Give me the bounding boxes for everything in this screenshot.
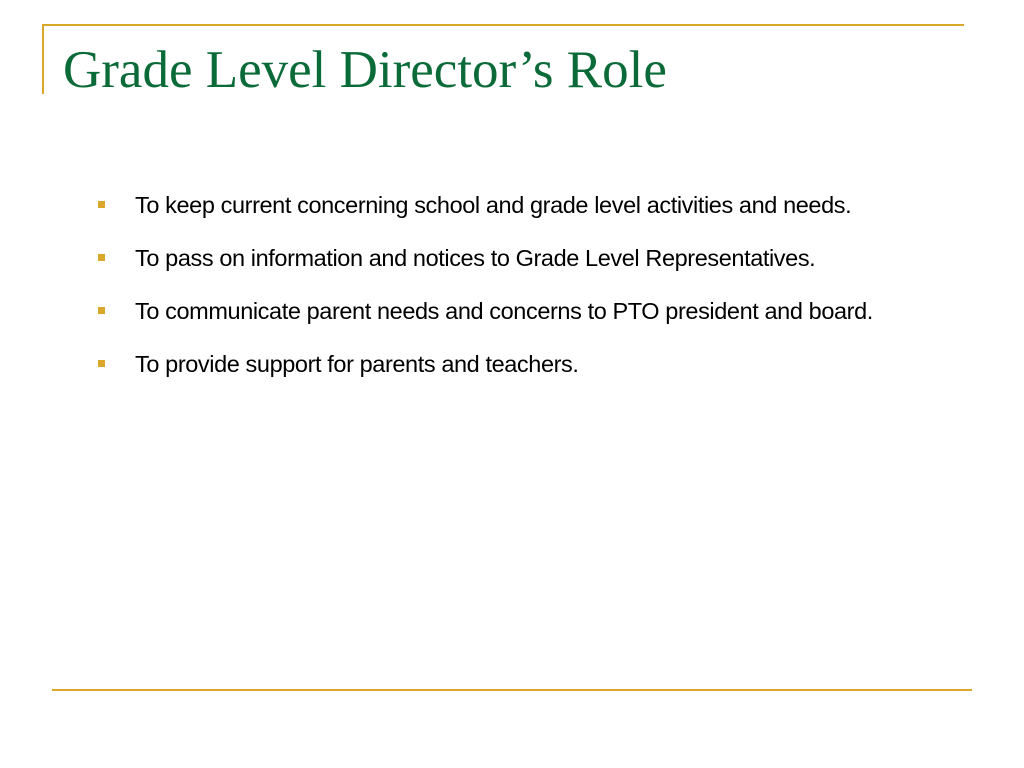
left-border-line — [42, 24, 44, 94]
bullet-text: To communicate parent needs and concerns to PTO president and board. — [135, 298, 873, 324]
square-bullet-icon — [98, 254, 105, 261]
square-bullet-icon — [98, 307, 105, 314]
slide-title: Grade Level Director’s Role — [63, 41, 667, 99]
bullet-text: To provide support for parents and teachers. — [135, 351, 579, 377]
bullet-item — [96, 236, 886, 281]
bullet-text: To pass on information and notices to Grade Level Representatives. — [135, 245, 816, 271]
square-bullet-icon — [98, 360, 105, 367]
bullet-item — [96, 289, 886, 334]
bullet-list — [96, 183, 886, 395]
top-border-line — [42, 24, 964, 26]
bullet-item — [96, 183, 886, 228]
bullet-text: To keep current concerning school and grade level activities and needs. — [135, 192, 852, 218]
bottom-border-line — [52, 689, 972, 691]
square-bullet-icon — [98, 201, 105, 208]
bullet-item — [96, 342, 886, 387]
